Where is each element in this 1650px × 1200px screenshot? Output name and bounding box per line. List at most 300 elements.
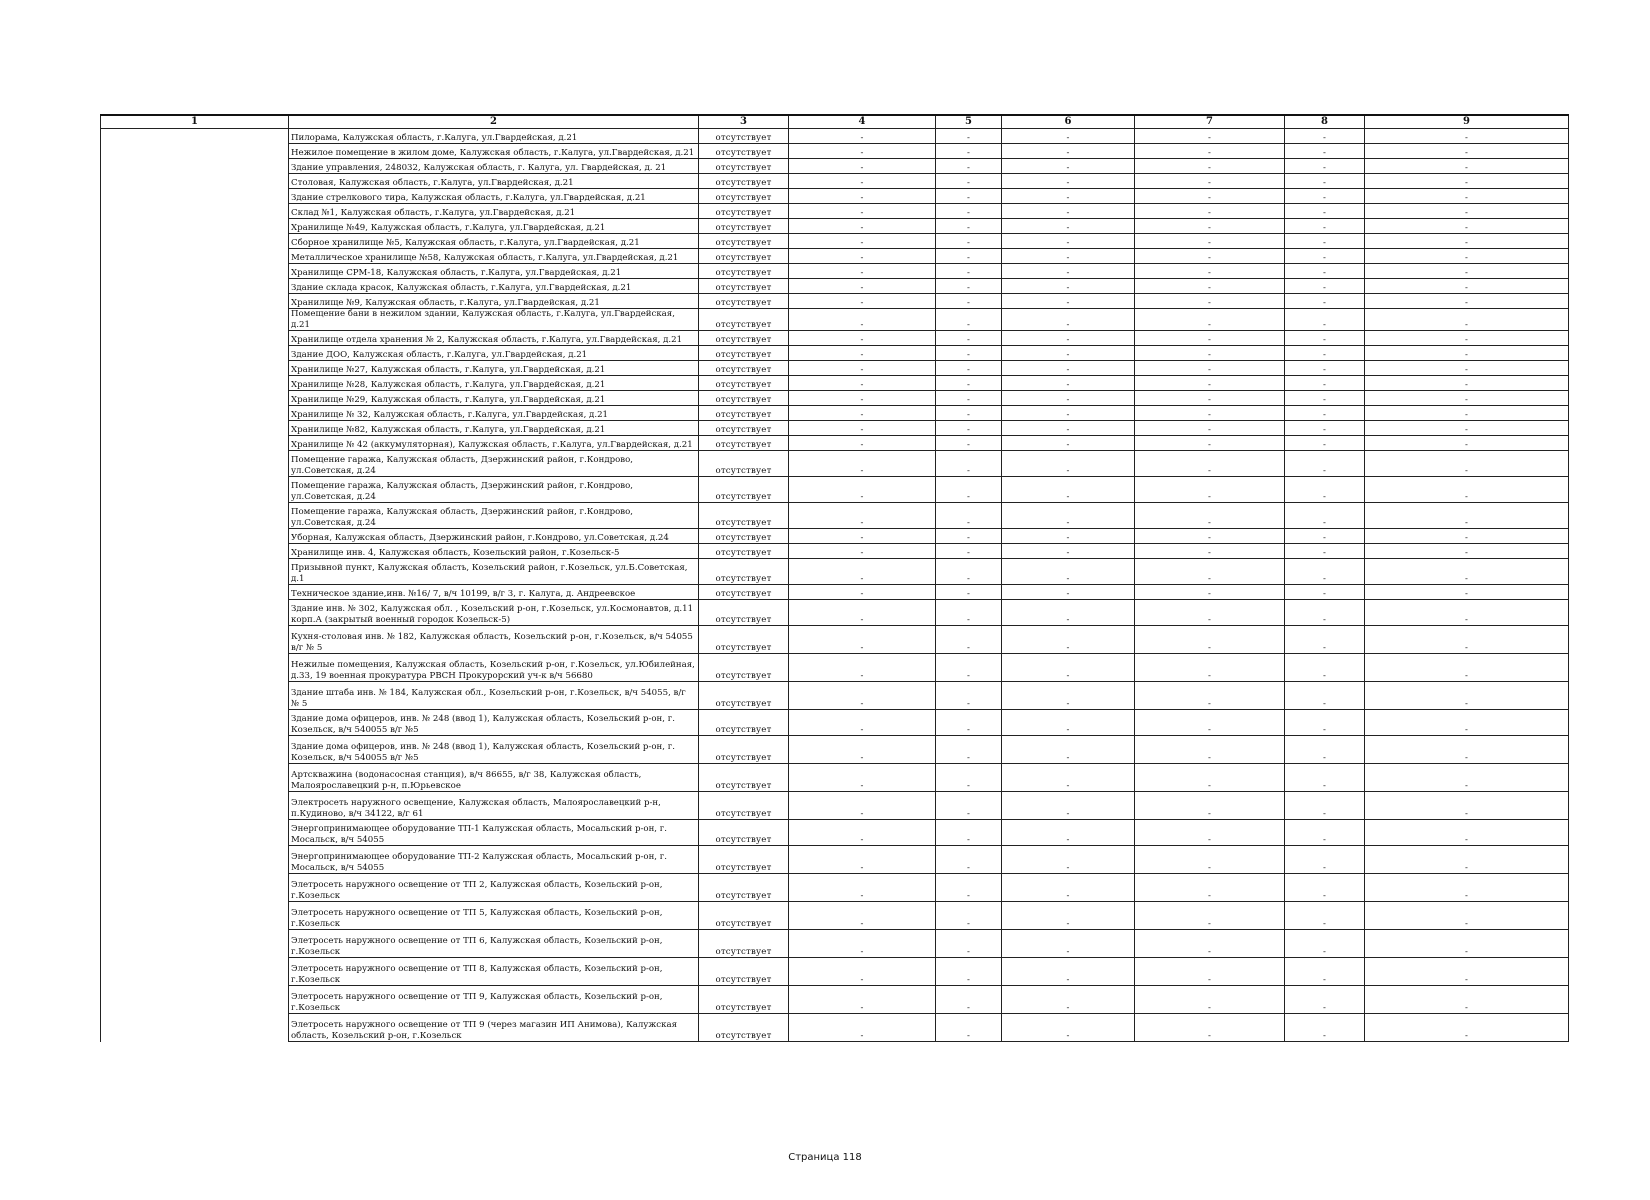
value-cell-col-8: - bbox=[1285, 376, 1365, 391]
value-cell-col-7: - bbox=[1135, 710, 1285, 736]
status-cell: отсутствует bbox=[699, 1014, 789, 1042]
value-cell-col-5: - bbox=[936, 234, 1002, 249]
group-cell bbox=[101, 189, 289, 204]
table-row bbox=[101, 159, 1569, 174]
value-cell-col-8: - bbox=[1285, 585, 1365, 600]
value-cell-col-7: - bbox=[1135, 736, 1285, 764]
value-cell-col-7: - bbox=[1135, 874, 1285, 902]
value-cell-col-6: - bbox=[1002, 294, 1135, 309]
value-cell-col-9: - bbox=[1365, 406, 1569, 421]
group-cell bbox=[101, 503, 289, 529]
value-cell-col-6: - bbox=[1002, 189, 1135, 204]
value-cell-col-9: - bbox=[1365, 309, 1569, 331]
value-cell-col-4: - bbox=[789, 764, 936, 792]
value-cell-col-9: - bbox=[1365, 585, 1569, 600]
value-cell-col-4: - bbox=[789, 361, 936, 376]
value-cell-col-5: - bbox=[936, 682, 1002, 710]
value-cell-col-5: - bbox=[936, 654, 1002, 682]
value-cell-col-8: - bbox=[1285, 406, 1365, 421]
group-cell bbox=[101, 682, 289, 710]
value-cell-col-8: - bbox=[1285, 451, 1365, 477]
value-cell-col-4: - bbox=[789, 129, 936, 144]
object-name-cell: Энергопринимающее оборудование ТП-2 Калужская область, Мосальский р-он, г. Мосальск, в/ч 54055 bbox=[289, 846, 699, 874]
group-cell bbox=[101, 159, 289, 174]
value-cell-col-6: - bbox=[1002, 958, 1135, 986]
object-name-cell: Здание штаба инв. № 184, Калужская обл., Козельский р-он, г.Козельск, в/ч 54055, в/г № 5 bbox=[289, 682, 699, 710]
table-row bbox=[101, 264, 1569, 279]
value-cell-col-7: - bbox=[1135, 846, 1285, 874]
value-cell-col-8: - bbox=[1285, 559, 1365, 585]
status-cell: отсутствует bbox=[699, 279, 789, 294]
group-cell bbox=[101, 421, 289, 436]
value-cell-col-7: - bbox=[1135, 682, 1285, 710]
status-cell: отсутствует bbox=[699, 846, 789, 874]
value-cell-col-6: - bbox=[1002, 309, 1135, 331]
value-cell-col-4: - bbox=[789, 346, 936, 361]
value-cell-col-8: - bbox=[1285, 1014, 1365, 1042]
group-cell bbox=[101, 986, 289, 1014]
table-row bbox=[101, 346, 1569, 361]
value-cell-col-9: - bbox=[1365, 559, 1569, 585]
group-cell bbox=[101, 279, 289, 294]
value-cell-col-5: - bbox=[936, 204, 1002, 219]
value-cell-col-7: - bbox=[1135, 159, 1285, 174]
object-name-cell: Элетросеть наружного освещение от ТП 8, Калужская область, Козельский р-он, г.Козельск bbox=[289, 958, 699, 986]
value-cell-col-4: - bbox=[789, 477, 936, 503]
value-cell-col-5: - bbox=[936, 174, 1002, 189]
value-cell-col-8: - bbox=[1285, 421, 1365, 436]
value-cell-col-4: - bbox=[789, 503, 936, 529]
value-cell-col-4: - bbox=[789, 144, 936, 159]
value-cell-col-6: - bbox=[1002, 174, 1135, 189]
value-cell-col-7: - bbox=[1135, 249, 1285, 264]
object-name-cell: Склад №1, Калужская область, г.Калуга, ул.Гвардейская, д.21 bbox=[289, 204, 699, 219]
value-cell-col-6: - bbox=[1002, 144, 1135, 159]
status-cell: отсутствует bbox=[699, 129, 789, 144]
table-row bbox=[101, 986, 1569, 1014]
table-row bbox=[101, 376, 1569, 391]
value-cell-col-4: - bbox=[789, 309, 936, 331]
value-cell-col-7: - bbox=[1135, 346, 1285, 361]
table-row bbox=[101, 764, 1569, 792]
value-cell-col-8: - bbox=[1285, 544, 1365, 559]
object-name-cell: Электросеть наружного освещение, Калужская область, Малоярославецкий р-н, п.Кудиново, в/ч 34122, в/г 61 bbox=[289, 792, 699, 820]
status-cell: отсутствует bbox=[699, 189, 789, 204]
object-name-cell: Элетросеть наружного освещение от ТП 9, Калужская область, Козельский р-он, г.Козельск bbox=[289, 986, 699, 1014]
status-cell: отсутствует bbox=[699, 406, 789, 421]
object-name-cell: Хранилище №28, Калужская область, г.Калуга, ул.Гвардейская, д.21 bbox=[289, 376, 699, 391]
table-row bbox=[101, 1014, 1569, 1042]
group-cell bbox=[101, 219, 289, 234]
value-cell-col-5: - bbox=[936, 129, 1002, 144]
table-row bbox=[101, 189, 1569, 204]
table-row bbox=[101, 421, 1569, 436]
col-header-1: 1 bbox=[101, 115, 289, 129]
value-cell-col-5: - bbox=[936, 144, 1002, 159]
value-cell-col-9: - bbox=[1365, 654, 1569, 682]
object-name-cell: Артскважина (водонасосная станция), в/ч 86655, в/г 38, Калужская область, Малоярославецкий р-н, п.Юрьевское bbox=[289, 764, 699, 792]
table-row bbox=[101, 406, 1569, 421]
value-cell-col-4: - bbox=[789, 958, 936, 986]
object-name-cell: Здание склада красок, Калужская область, г.Калуга, ул.Гвардейская, д.21 bbox=[289, 279, 699, 294]
status-cell: отсутствует bbox=[699, 559, 789, 585]
value-cell-col-6: - bbox=[1002, 503, 1135, 529]
value-cell-col-8: - bbox=[1285, 331, 1365, 346]
status-cell: отсутствует bbox=[699, 451, 789, 477]
value-cell-col-4: - bbox=[789, 529, 936, 544]
value-cell-col-7: - bbox=[1135, 309, 1285, 331]
group-cell bbox=[101, 764, 289, 792]
value-cell-col-8: - bbox=[1285, 219, 1365, 234]
value-cell-col-5: - bbox=[936, 710, 1002, 736]
value-cell-col-4: - bbox=[789, 600, 936, 626]
value-cell-col-4: - bbox=[789, 820, 936, 846]
table-row bbox=[101, 902, 1569, 930]
value-cell-col-7: - bbox=[1135, 503, 1285, 529]
value-cell-col-4: - bbox=[789, 376, 936, 391]
value-cell-col-9: - bbox=[1365, 361, 1569, 376]
value-cell-col-6: - bbox=[1002, 129, 1135, 144]
value-cell-col-6: - bbox=[1002, 682, 1135, 710]
value-cell-col-4: - bbox=[789, 682, 936, 710]
value-cell-col-9: - bbox=[1365, 189, 1569, 204]
value-cell-col-9: - bbox=[1365, 503, 1569, 529]
value-cell-col-9: - bbox=[1365, 234, 1569, 249]
group-cell bbox=[101, 436, 289, 451]
object-name-cell: Сборное хранилище №5, Калужская область, г.Калуга, ул.Гвардейская, д.21 bbox=[289, 234, 699, 249]
value-cell-col-8: - bbox=[1285, 710, 1365, 736]
value-cell-col-4: - bbox=[789, 391, 936, 406]
value-cell-col-9: - bbox=[1365, 219, 1569, 234]
col-header-7: 7 bbox=[1135, 115, 1285, 129]
value-cell-col-9: - bbox=[1365, 930, 1569, 958]
col-header-4: 4 bbox=[789, 115, 936, 129]
value-cell-col-5: - bbox=[936, 958, 1002, 986]
table-row bbox=[101, 600, 1569, 626]
value-cell-col-4: - bbox=[789, 294, 936, 309]
status-cell: отсутствует bbox=[699, 376, 789, 391]
object-name-cell: Элетросеть наружного освещение от ТП 5, Калужская область, Козельский р-он, г.Козельск bbox=[289, 902, 699, 930]
value-cell-col-8: - bbox=[1285, 249, 1365, 264]
group-cell bbox=[101, 144, 289, 159]
value-cell-col-4: - bbox=[789, 219, 936, 234]
table-row bbox=[101, 930, 1569, 958]
col-header-9: 9 bbox=[1365, 115, 1569, 129]
value-cell-col-9: - bbox=[1365, 902, 1569, 930]
status-cell: отсутствует bbox=[699, 874, 789, 902]
document-sheet bbox=[100, 114, 1568, 1042]
group-cell bbox=[101, 331, 289, 346]
value-cell-col-7: - bbox=[1135, 331, 1285, 346]
group-cell bbox=[101, 626, 289, 654]
value-cell-col-9: - bbox=[1365, 600, 1569, 626]
table-row bbox=[101, 585, 1569, 600]
table-row bbox=[101, 958, 1569, 986]
value-cell-col-8: - bbox=[1285, 346, 1365, 361]
group-cell bbox=[101, 451, 289, 477]
value-cell-col-7: - bbox=[1135, 204, 1285, 219]
group-cell bbox=[101, 600, 289, 626]
value-cell-col-8: - bbox=[1285, 736, 1365, 764]
value-cell-col-6: - bbox=[1002, 820, 1135, 846]
value-cell-col-7: - bbox=[1135, 820, 1285, 846]
object-name-cell: Здание управления, 248032, Калужская область, г. Калуга, ул. Гвардейская, д. 21 bbox=[289, 159, 699, 174]
value-cell-col-9: - bbox=[1365, 174, 1569, 189]
group-cell bbox=[101, 544, 289, 559]
status-cell: отсутствует bbox=[699, 958, 789, 986]
value-cell-col-6: - bbox=[1002, 436, 1135, 451]
status-cell: отсутствует bbox=[699, 544, 789, 559]
status-cell: отсутствует bbox=[699, 654, 789, 682]
table-row bbox=[101, 279, 1569, 294]
value-cell-col-6: - bbox=[1002, 391, 1135, 406]
value-cell-col-6: - bbox=[1002, 346, 1135, 361]
object-name-cell: Хранилище №9, Калужская область, г.Калуга, ул.Гвардейская, д.21 bbox=[289, 294, 699, 309]
value-cell-col-7: - bbox=[1135, 264, 1285, 279]
status-cell: отсутствует bbox=[699, 391, 789, 406]
col-header-3: 3 bbox=[699, 115, 789, 129]
value-cell-col-4: - bbox=[789, 159, 936, 174]
value-cell-col-8: - bbox=[1285, 361, 1365, 376]
group-cell bbox=[101, 234, 289, 249]
col-header-6: 6 bbox=[1002, 115, 1135, 129]
object-name-cell: Здание стрелкового тира, Калужская область, г.Калуга, ул.Гвардейская, д.21 bbox=[289, 189, 699, 204]
value-cell-col-7: - bbox=[1135, 1014, 1285, 1042]
table-row bbox=[101, 331, 1569, 346]
value-cell-col-7: - bbox=[1135, 144, 1285, 159]
value-cell-col-7: - bbox=[1135, 626, 1285, 654]
object-name-cell: Хранилище № 42 (аккумуляторная), Калужская область, г.Калуга, ул.Гвардейская, д.21 bbox=[289, 436, 699, 451]
value-cell-col-8: - bbox=[1285, 159, 1365, 174]
group-cell bbox=[101, 902, 289, 930]
object-name-cell: Энергопринимающее оборудование ТП-1 Калужская область, Мосальский р-он, г. Мосальск, в/ч 54055 bbox=[289, 820, 699, 846]
value-cell-col-4: - bbox=[789, 986, 936, 1014]
value-cell-col-4: - bbox=[789, 736, 936, 764]
table-row bbox=[101, 503, 1569, 529]
status-cell: отсутствует bbox=[699, 219, 789, 234]
table-row bbox=[101, 736, 1569, 764]
value-cell-col-7: - bbox=[1135, 585, 1285, 600]
value-cell-col-9: - bbox=[1365, 529, 1569, 544]
object-name-cell: Хранилище СРМ-18, Калужская область, г.Калуга, ул.Гвардейская, д.21 bbox=[289, 264, 699, 279]
value-cell-col-4: - bbox=[789, 204, 936, 219]
value-cell-col-5: - bbox=[936, 1014, 1002, 1042]
value-cell-col-6: - bbox=[1002, 736, 1135, 764]
value-cell-col-5: - bbox=[936, 626, 1002, 654]
header-row bbox=[101, 115, 1569, 129]
value-cell-col-5: - bbox=[936, 346, 1002, 361]
value-cell-col-8: - bbox=[1285, 144, 1365, 159]
table-row bbox=[101, 626, 1569, 654]
value-cell-col-6: - bbox=[1002, 544, 1135, 559]
col-header-8: 8 bbox=[1285, 115, 1365, 129]
value-cell-col-9: - bbox=[1365, 264, 1569, 279]
status-cell: отсутствует bbox=[699, 234, 789, 249]
table-row bbox=[101, 654, 1569, 682]
value-cell-col-8: - bbox=[1285, 529, 1365, 544]
status-cell: отсутствует bbox=[699, 529, 789, 544]
object-name-cell: Здание дома офицеров, инв. № 248 (ввод 1), Калужская область, Козельский р-он, г. Козельск, в/ч 540055 в/г №5 bbox=[289, 736, 699, 764]
value-cell-col-5: - bbox=[936, 477, 1002, 503]
value-cell-col-4: - bbox=[789, 846, 936, 874]
value-cell-col-8: - bbox=[1285, 764, 1365, 792]
status-cell: отсутствует bbox=[699, 736, 789, 764]
value-cell-col-7: - bbox=[1135, 294, 1285, 309]
status-cell: отсутствует bbox=[699, 710, 789, 736]
group-cell bbox=[101, 736, 289, 764]
value-cell-col-6: - bbox=[1002, 219, 1135, 234]
group-cell bbox=[101, 406, 289, 421]
value-cell-col-9: - bbox=[1365, 279, 1569, 294]
object-name-cell: Помещение гаража, Калужская область, Дзержинский район, г.Кондрово, ул.Советская, д.24 bbox=[289, 451, 699, 477]
value-cell-col-6: - bbox=[1002, 451, 1135, 477]
group-cell bbox=[101, 309, 289, 331]
value-cell-col-6: - bbox=[1002, 792, 1135, 820]
value-cell-col-4: - bbox=[789, 421, 936, 436]
group-cell bbox=[101, 792, 289, 820]
group-cell bbox=[101, 874, 289, 902]
value-cell-col-9: - bbox=[1365, 958, 1569, 986]
value-cell-col-4: - bbox=[789, 451, 936, 477]
group-cell bbox=[101, 820, 289, 846]
value-cell-col-6: - bbox=[1002, 331, 1135, 346]
table-row bbox=[101, 129, 1569, 144]
group-cell bbox=[101, 930, 289, 958]
object-name-cell: Элетросеть наружного освещение от ТП 6, Калужская область, Козельский р-он, г.Козельск bbox=[289, 930, 699, 958]
table-row bbox=[101, 559, 1569, 585]
group-cell bbox=[101, 654, 289, 682]
value-cell-col-4: - bbox=[789, 174, 936, 189]
value-cell-col-6: - bbox=[1002, 585, 1135, 600]
value-cell-col-8: - bbox=[1285, 600, 1365, 626]
value-cell-col-7: - bbox=[1135, 902, 1285, 930]
status-cell: отсутствует bbox=[699, 986, 789, 1014]
value-cell-col-6: - bbox=[1002, 902, 1135, 930]
table-row bbox=[101, 477, 1569, 503]
table-row bbox=[101, 249, 1569, 264]
value-cell-col-6: - bbox=[1002, 846, 1135, 874]
table-row bbox=[101, 391, 1569, 406]
table-row bbox=[101, 846, 1569, 874]
value-cell-col-7: - bbox=[1135, 361, 1285, 376]
value-cell-col-8: - bbox=[1285, 626, 1365, 654]
value-cell-col-8: - bbox=[1285, 682, 1365, 710]
value-cell-col-8: - bbox=[1285, 234, 1365, 249]
value-cell-col-4: - bbox=[789, 189, 936, 204]
value-cell-col-6: - bbox=[1002, 654, 1135, 682]
table-row bbox=[101, 710, 1569, 736]
status-cell: отсутствует bbox=[699, 159, 789, 174]
value-cell-col-7: - bbox=[1135, 600, 1285, 626]
value-cell-col-7: - bbox=[1135, 764, 1285, 792]
value-cell-col-4: - bbox=[789, 264, 936, 279]
status-cell: отсутствует bbox=[699, 249, 789, 264]
value-cell-col-5: - bbox=[936, 189, 1002, 204]
value-cell-col-4: - bbox=[789, 792, 936, 820]
value-cell-col-9: - bbox=[1365, 391, 1569, 406]
value-cell-col-7: - bbox=[1135, 219, 1285, 234]
object-name-cell: Элетросеть наружного освещение от ТП 2, Калужская область, Козельский р-он, г.Козельск bbox=[289, 874, 699, 902]
table-row bbox=[101, 529, 1569, 544]
object-name-cell: Нежилые помещения, Калужская область, Козельский р-он, г.Козельск, ул.Юбилейная, д.33, 19 военная прокуратура РВСН Прокурорский уч-к в/ч 56680 bbox=[289, 654, 699, 682]
group-cell bbox=[101, 846, 289, 874]
value-cell-col-7: - bbox=[1135, 792, 1285, 820]
value-cell-col-5: - bbox=[936, 159, 1002, 174]
value-cell-col-5: - bbox=[936, 406, 1002, 421]
value-cell-col-6: - bbox=[1002, 234, 1135, 249]
value-cell-col-9: - bbox=[1365, 249, 1569, 264]
value-cell-col-5: - bbox=[936, 331, 1002, 346]
object-name-cell: Здание дома офицеров, инв. № 248 (ввод 1), Калужская область, Козельский р-он, г. Козельск, в/ч 540055 в/г №5 bbox=[289, 710, 699, 736]
value-cell-col-5: - bbox=[936, 264, 1002, 279]
object-name-cell: Хранилище №27, Калужская область, г.Калуга, ул.Гвардейская, д.21 bbox=[289, 361, 699, 376]
value-cell-col-9: - bbox=[1365, 820, 1569, 846]
object-name-cell: Пилорама, Калужская область, г.Калуга, ул.Гвардейская, д.21 bbox=[289, 129, 699, 144]
status-cell: отсутствует bbox=[699, 764, 789, 792]
value-cell-col-7: - bbox=[1135, 930, 1285, 958]
value-cell-col-8: - bbox=[1285, 792, 1365, 820]
object-name-cell: Помещение гаража, Калужская область, Дзержинский район, г.Кондрово, ул.Советская, д.24 bbox=[289, 503, 699, 529]
value-cell-col-9: - bbox=[1365, 792, 1569, 820]
table-row bbox=[101, 451, 1569, 477]
value-cell-col-8: - bbox=[1285, 129, 1365, 144]
status-cell: отсутствует bbox=[699, 626, 789, 654]
value-cell-col-8: - bbox=[1285, 930, 1365, 958]
object-name-cell: Техническое здание,инв. №16/ 7, в/ч 10199, в/г 3, г. Калуга, д. Андреевское bbox=[289, 585, 699, 600]
value-cell-col-6: - bbox=[1002, 279, 1135, 294]
table-row bbox=[101, 144, 1569, 159]
value-cell-col-7: - bbox=[1135, 174, 1285, 189]
object-name-cell: Помещение гаража, Калужская область, Дзержинский район, г.Кондрово, ул.Советская, д.24 bbox=[289, 477, 699, 503]
group-cell bbox=[101, 529, 289, 544]
object-name-cell: Кухня-столовая инв. № 182, Калужская область, Козельский р-он, г.Козельск, в/ч 54055 в/г № 5 bbox=[289, 626, 699, 654]
value-cell-col-8: - bbox=[1285, 174, 1365, 189]
value-cell-col-9: - bbox=[1365, 346, 1569, 361]
value-cell-col-4: - bbox=[789, 654, 936, 682]
value-cell-col-9: - bbox=[1365, 874, 1569, 902]
value-cell-col-9: - bbox=[1365, 436, 1569, 451]
value-cell-col-9: - bbox=[1365, 736, 1569, 764]
status-cell: отсутствует bbox=[699, 930, 789, 958]
group-cell bbox=[101, 361, 289, 376]
status-cell: отсутствует bbox=[699, 361, 789, 376]
status-cell: отсутствует bbox=[699, 331, 789, 346]
status-cell: отсутствует bbox=[699, 346, 789, 361]
value-cell-col-4: - bbox=[789, 331, 936, 346]
value-cell-col-5: - bbox=[936, 421, 1002, 436]
group-cell bbox=[101, 391, 289, 406]
value-cell-col-9: - bbox=[1365, 682, 1569, 710]
table-row bbox=[101, 436, 1569, 451]
value-cell-col-5: - bbox=[936, 986, 1002, 1014]
value-cell-col-6: - bbox=[1002, 626, 1135, 654]
object-name-cell: Хранилище отдела хранения № 2, Калужская область, г.Калуга, ул.Гвардейская, д.21 bbox=[289, 331, 699, 346]
status-cell: отсутствует bbox=[699, 174, 789, 189]
group-cell bbox=[101, 129, 289, 144]
object-name-cell: Здание ДОО, Калужская область, г.Калуга, ул.Гвардейская, д.21 bbox=[289, 346, 699, 361]
value-cell-col-5: - bbox=[936, 279, 1002, 294]
object-name-cell: Призывной пункт, Калужская область, Козельский район, г.Козельск, ул.Б.Советская, д.1 bbox=[289, 559, 699, 585]
group-cell bbox=[101, 174, 289, 189]
value-cell-col-8: - bbox=[1285, 279, 1365, 294]
page-number: Страница 118 bbox=[788, 1152, 862, 1163]
value-cell-col-7: - bbox=[1135, 129, 1285, 144]
value-cell-col-5: - bbox=[936, 309, 1002, 331]
value-cell-col-8: - bbox=[1285, 503, 1365, 529]
object-name-cell: Столовая, Калужская область, г.Калуга, ул.Гвардейская, д.21 bbox=[289, 174, 699, 189]
object-name-cell: Помещение бани в нежилом здании, Калужская область, г.Калуга, ул.Гвардейская, д.21 bbox=[289, 309, 699, 331]
value-cell-col-7: - bbox=[1135, 559, 1285, 585]
